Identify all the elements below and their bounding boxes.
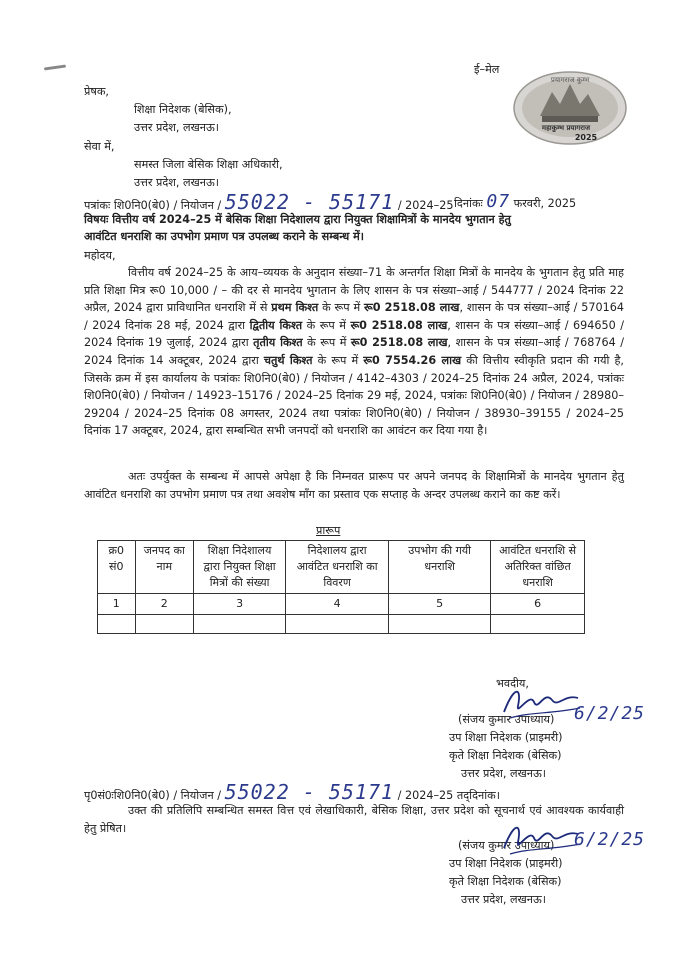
yours-faithfully: भवदीय, bbox=[496, 677, 529, 690]
sender-line1: शिक्षा निदेशक (बेसिक), bbox=[134, 103, 232, 116]
header-count: शिक्षा निदेशालय द्वारा नियुक्त शिक्षा मित्रों की संख्या bbox=[194, 541, 286, 594]
letter-date bbox=[454, 191, 577, 212]
col-number: 4 bbox=[286, 594, 389, 615]
recipient-line2: उत्तर प्रदेश, लखनऊ। bbox=[134, 176, 219, 189]
para1-text-e: के रूप में bbox=[302, 336, 351, 350]
para1-text-h: की वित्तीय स्वीकृति प्रदान की गयी है, जिसके क्रम में इस कार्यालय के पत्रांकः शि0नि0(बे0) / नियोजन / 4142–4303 / 2024–25 दिनांक 24 अप्रैल, 2024, पत्रांकः शि0नि0(बे0) / नियोजन / 14923–15176 / 2024–25 दिनांक 29 मई, 2024, पत्रांकः शि0नि0(बे0) / नियोजन / 28980–29204 / 2024–25 दिनांक 08 अगस्तर, 2024 तथा पत्रांकः शि0नि0(बे0) / नियोजन / 38930–39155 / 2024–25 दिनांक 17 अक्टूबर, 2024, द्वारा सम्बन्धित सभी जनपदों को धनराशि का आवंटन कर दिया गया है। bbox=[84, 353, 624, 438]
designation3: उत्तर प्रदेश, लखनऊ। bbox=[461, 767, 546, 780]
signatory-name: (संजय कुमार उपाध्याय) bbox=[458, 713, 555, 726]
sender-label: प्रेषक, bbox=[84, 85, 109, 98]
amount-c: रू0 2518.08 लाख bbox=[350, 336, 448, 350]
date-label: दिनांकः bbox=[454, 197, 483, 210]
para1-text-a: के रूप में bbox=[318, 301, 364, 315]
para1-text-b: , शासन के पत्र संख्या–आई / 570164 / 2024 दिनांक 28 मई, 2024 द्वारा bbox=[84, 301, 624, 332]
salutation: महोदय, bbox=[84, 249, 116, 262]
designation2: कृते शिक्षा निदेशक (बेसिक) bbox=[449, 749, 562, 762]
designation3-2: उत्तर प्रदेश, लखनऊ। bbox=[461, 893, 546, 906]
para1-text-g: के रूप में bbox=[312, 353, 364, 367]
third-installment: तृतीय किश्त bbox=[253, 336, 303, 350]
proforma-table bbox=[97, 540, 585, 634]
recipient-label: सेवा में, bbox=[84, 140, 115, 153]
header-additional: आवंटित धनराशि से अतिरिक्त वांछित धनराशि bbox=[491, 541, 585, 594]
body-paragraph-2: अतः उपर्युक्त के सम्बन्ध में आपसे अपेक्षा है कि निम्नवत प्रारूप पर अपने जनपद के शिक्षामित्रों के मानदेय भुगतान हेतु आवंटित धनराशि का उपभोग प्रमाण पत्र तथा अवशेष माँग का प्रस्ताव एक सप्ताह के अन्दर उपलब्ध कराने का कष्ट करें। bbox=[84, 470, 624, 501]
header-allocated: निदेशालय द्वारा आवंटित धनराशि का विवरण bbox=[286, 541, 389, 594]
amount-d: रू0 7554.26 लाख bbox=[363, 353, 462, 367]
scan-mark bbox=[44, 64, 66, 70]
sender-line2: उत्तर प्रदेश, लखनऊ। bbox=[134, 121, 219, 134]
first-installment: प्रथम किश्त bbox=[271, 301, 319, 315]
subject-line2: आवंटित धनराशि का उपभोग प्रमाण पत्र उपलब्ध कराने के सम्बन्ध में। bbox=[84, 230, 365, 243]
seal-bottom-text: महाकुम्भ प्रयागराज bbox=[541, 124, 591, 132]
col-number: 1 bbox=[98, 594, 136, 615]
signature-date: 6/2/25 bbox=[574, 703, 646, 724]
recipient-line1: समस्त जिला बेसिक शिक्षा अधिकारी, bbox=[134, 158, 283, 171]
amount-a: रू0 2518.08 लाख bbox=[364, 301, 460, 315]
designation2-2: कृते शिक्षा निदेशक (बेसिक) bbox=[449, 875, 562, 888]
form-title: प्रारूप bbox=[316, 524, 341, 537]
para1-text-d: , शासन के पत्र संख्या–आई / 694650 / 2024 दिनांक 19 जुलाई, 2024 द्वारा bbox=[84, 318, 624, 350]
fourth-installment: चतुर्थ किश्त bbox=[263, 353, 313, 367]
handwritten-day: 07 bbox=[486, 191, 511, 212]
email-label: ई–मेल bbox=[474, 63, 500, 76]
subject-line1: विषयः वित्तीय वर्ष 2024–25 में बेसिक शिक्षा निदेशालय द्वारा नियुक्त शिक्षामित्रों के मानदेय भुगतान हेतु bbox=[84, 213, 511, 226]
col-number: 2 bbox=[135, 594, 193, 615]
table-number-row bbox=[98, 594, 585, 615]
table-header-row bbox=[98, 541, 585, 594]
second-installment: द्वितीय किश्त bbox=[249, 318, 303, 332]
month-year: फरवरी, 2025 bbox=[513, 197, 577, 210]
amount-b: रू0 2518.08 लाख bbox=[350, 318, 448, 332]
col-number: 6 bbox=[491, 594, 585, 615]
para1-text-c: के रूप में bbox=[302, 318, 351, 332]
designation1: उप शिक्षा निदेशक (प्राइमरी) bbox=[449, 731, 563, 744]
mahakumbh-seal bbox=[512, 70, 628, 146]
letter-ref bbox=[84, 190, 454, 214]
col-number: 3 bbox=[194, 594, 286, 615]
copy-ref bbox=[84, 780, 500, 804]
designation1-2: उप शिक्षा निदेशक (प्राइमरी) bbox=[449, 857, 563, 870]
header-used: उपभोग की गयी धनराशि bbox=[389, 541, 491, 594]
signature-date-2: 6/2/25 bbox=[574, 829, 646, 850]
letter-ref-prefix: पत्रांकः शि0नि0(बे0) / नियोजन / bbox=[84, 199, 222, 212]
header-serial: क्र0 सं0 bbox=[98, 541, 136, 594]
handwritten-letter-number: 55022 - 55171 bbox=[224, 190, 395, 214]
header-district: जनपद का नाम bbox=[135, 541, 193, 594]
copy-ref-suffix: / 2024–25 तद्‌दिनांक। bbox=[397, 789, 500, 802]
para1-text: वित्तीय वर्ष 2024–25 के आय–व्ययक के अनुदान संख्या–71 के अन्तर्गत शिक्षा मित्रों के मानदेय के भुगतान हेतु प्रति माह प्रति शिक्षा मित्र रू0 10,000 / – की दर से मानदेय भुगतान के लिए शासन के पत्र संख्या–आई / 544777 / 2024 दिनांक 22 अप्रैल, 2024 द्वारा प्राविधानित धनराशि में से bbox=[84, 266, 624, 315]
table-blank-row bbox=[98, 615, 585, 634]
copy-text: उक्त की प्रतिलिपि सम्बन्धित समस्त वित्त एवं लेखाधिकारी, बेसिक शिक्षा, उत्तर प्रदेश को सूचनार्थ एवं आवश्यक कार्यवाही हेतु प्रेषित। bbox=[84, 804, 624, 835]
para1-text-f: , शासन के पत्र संख्या–आई / 768764 / 2024 दिनांक 14 अक्टूबर, 2024 द्वारा bbox=[84, 336, 624, 367]
signatory-name-2: (संजय कुमार उपाध्याय) bbox=[458, 839, 555, 852]
copy-handwritten-number: 55022 - 55171 bbox=[224, 780, 395, 804]
seal-top-text: प्रयागराज कुम्भ bbox=[550, 76, 590, 84]
copy-ref-prefix: पृ0सं0ःशि0नि0(बे0) / नियोजन / bbox=[84, 789, 221, 802]
col-number: 5 bbox=[389, 594, 491, 615]
body-paragraph-1 bbox=[84, 264, 624, 440]
seal-year: 2025 bbox=[574, 133, 598, 142]
letter-ref-suffix: / 2024–25 bbox=[397, 199, 454, 212]
